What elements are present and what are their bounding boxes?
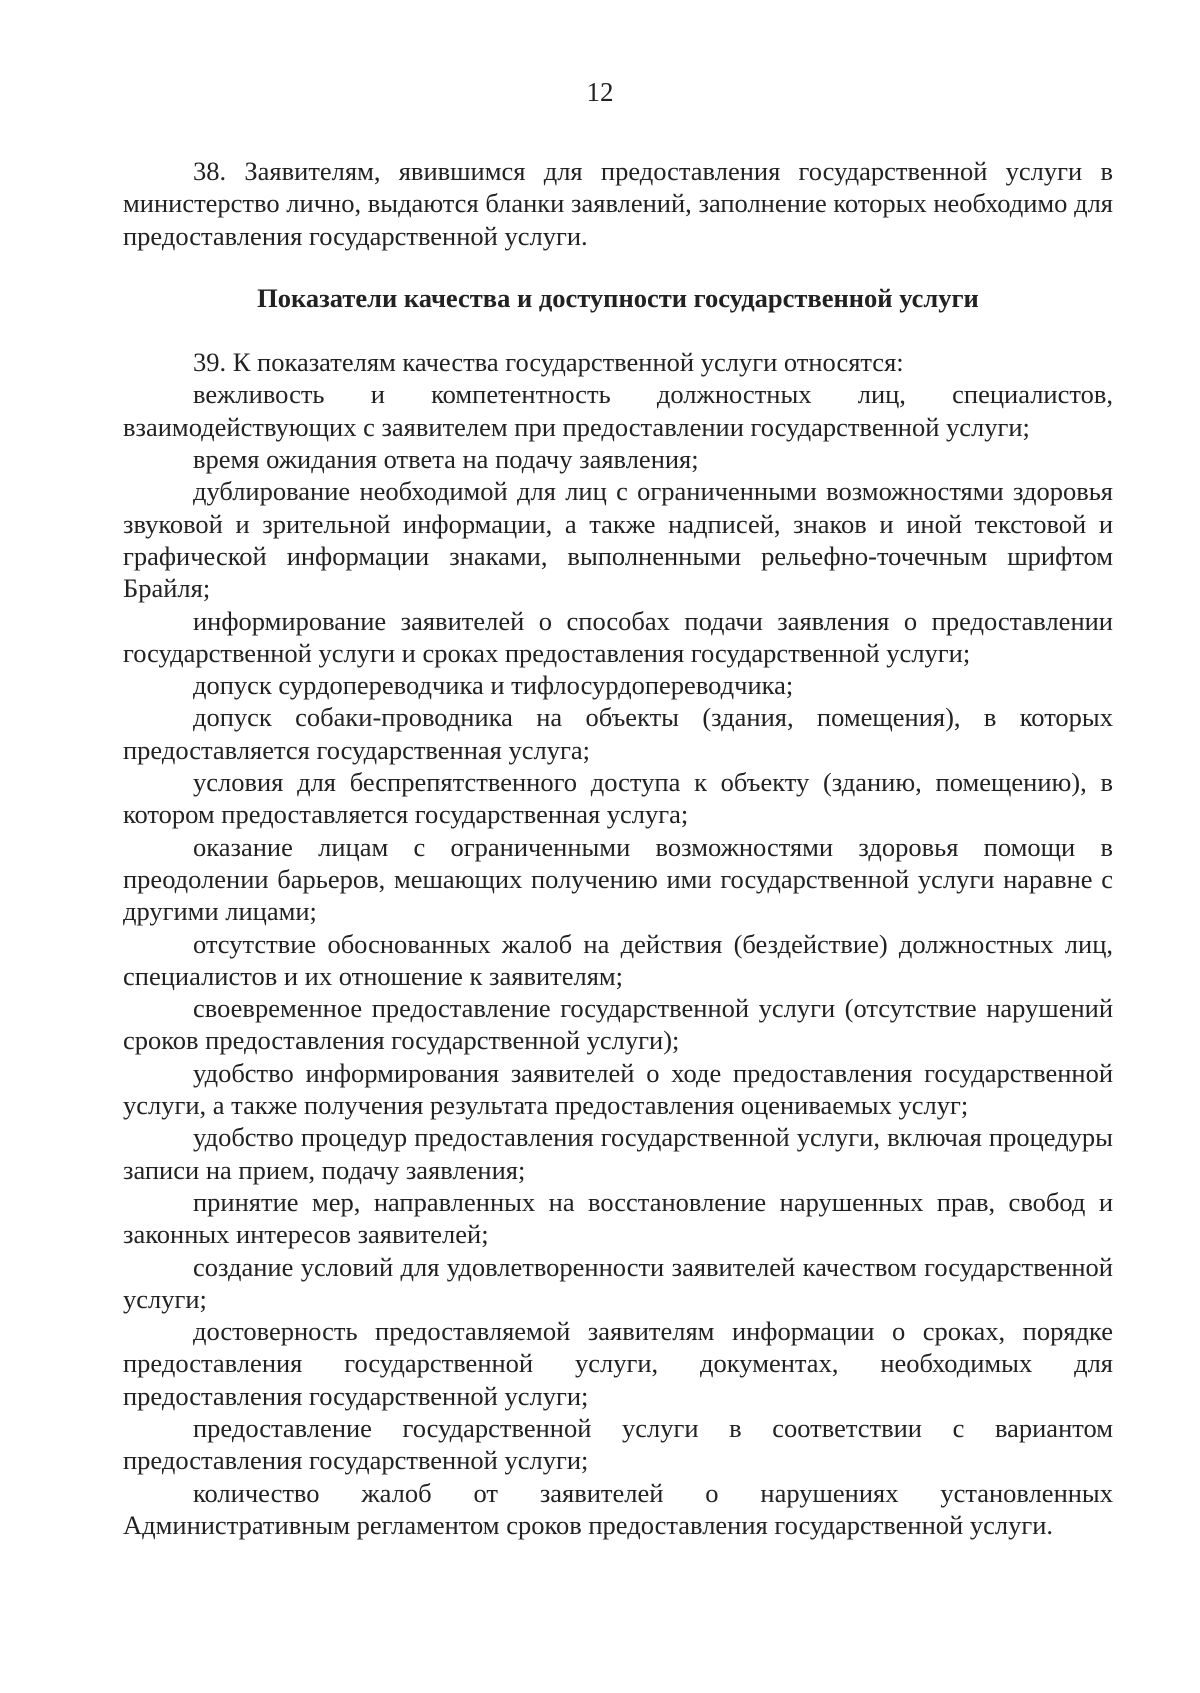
document-body bbox=[123, 155, 1113, 1541]
page-number: 12 bbox=[586, 77, 614, 107]
list-item: создание условий для удовлетворенности заявителей качеством государственной услуги; bbox=[123, 1251, 1113, 1314]
list-item: вежливость и компетентность должностных лиц, специалистов, взаимодействующих с заявителем при предоставлении государственной услуги; bbox=[123, 379, 1113, 442]
list-item: принятие мер, направленных на восстановление нарушенных прав, свобод и законных интересов заявителей; bbox=[123, 1186, 1113, 1250]
list-item: количество жалоб от заявителей о нарушениях установленных Административным регламентом сроков предоставления государственной услуги. bbox=[123, 1477, 1113, 1540]
list-item: допуск сурдопереводчика и тифлосурдопереводчика; bbox=[193, 670, 794, 701]
list-item: удобство процедур предоставления государственной услуги, включая процедуры записи на прием, подачу заявления; bbox=[123, 1122, 1113, 1185]
list-item: удобство информирования заявителей о ходе предоставления государственной услуги, а также получения результата предоставления оцениваемых услуг; bbox=[123, 1057, 1113, 1121]
list-item: информирование заявителей о способах подачи заявления о предоставлении государственной услуги и сроках предоставления государственной услуги; bbox=[123, 605, 1113, 668]
list-item: время ожидания ответа на подачу заявления; bbox=[193, 444, 699, 475]
paragraph-39-intro: 39. К показателям качества государственной услуги относятся: bbox=[193, 347, 904, 378]
list-item: достоверность предоставляемой заявителям информации о сроках, порядке предоставления государственной услуги, документах, необходимых для предоставления государственной услуги; bbox=[123, 1316, 1113, 1411]
list-item: предоставление государственной услуги в соответствии с вариантом предоставления государственной услуги; bbox=[123, 1412, 1113, 1476]
list-item: допуск собаки-проводника на объекты (здания, помещения), в которых предоставляется государственная услуга; bbox=[123, 702, 1113, 765]
list-item: своевременное предоставление государственной услуги (отсутствие нарушений сроков предоставления государственной услуги); bbox=[123, 993, 1113, 1056]
list-item: условия для беспрепятственного доступа к объекту (зданию, помещению), в котором предоставляется государственная услуга; bbox=[123, 767, 1113, 830]
list-item: дублирование необходимой для лиц с ограниченными возможностями здоровья звуковой и зрительной информации, а также надписей, знаков и иной текстовой и графической информации знаками, выполненными рельефно-точечным шрифтом Брайля; bbox=[123, 476, 1113, 604]
section-heading: Показатели качества и доступности государственной услуги bbox=[257, 282, 979, 313]
paragraph-38: 38. Заявителям, явившимся для предоставления государственной услуги в министерство лично, выдаются бланки заявлений, заполнение которых необходимо для предоставления государственной услуги. bbox=[123, 156, 1113, 251]
list-item: отсутствие обоснованных жалоб на действия (бездействие) должностных лиц, специалистов и их отношение к заявителям; bbox=[123, 928, 1113, 991]
list-item: оказание лицам с ограниченными возможностями здоровья помощи в преодолении барьеров, мешающих получению ими государственной услуги наравне с другими лицами; bbox=[123, 831, 1113, 927]
